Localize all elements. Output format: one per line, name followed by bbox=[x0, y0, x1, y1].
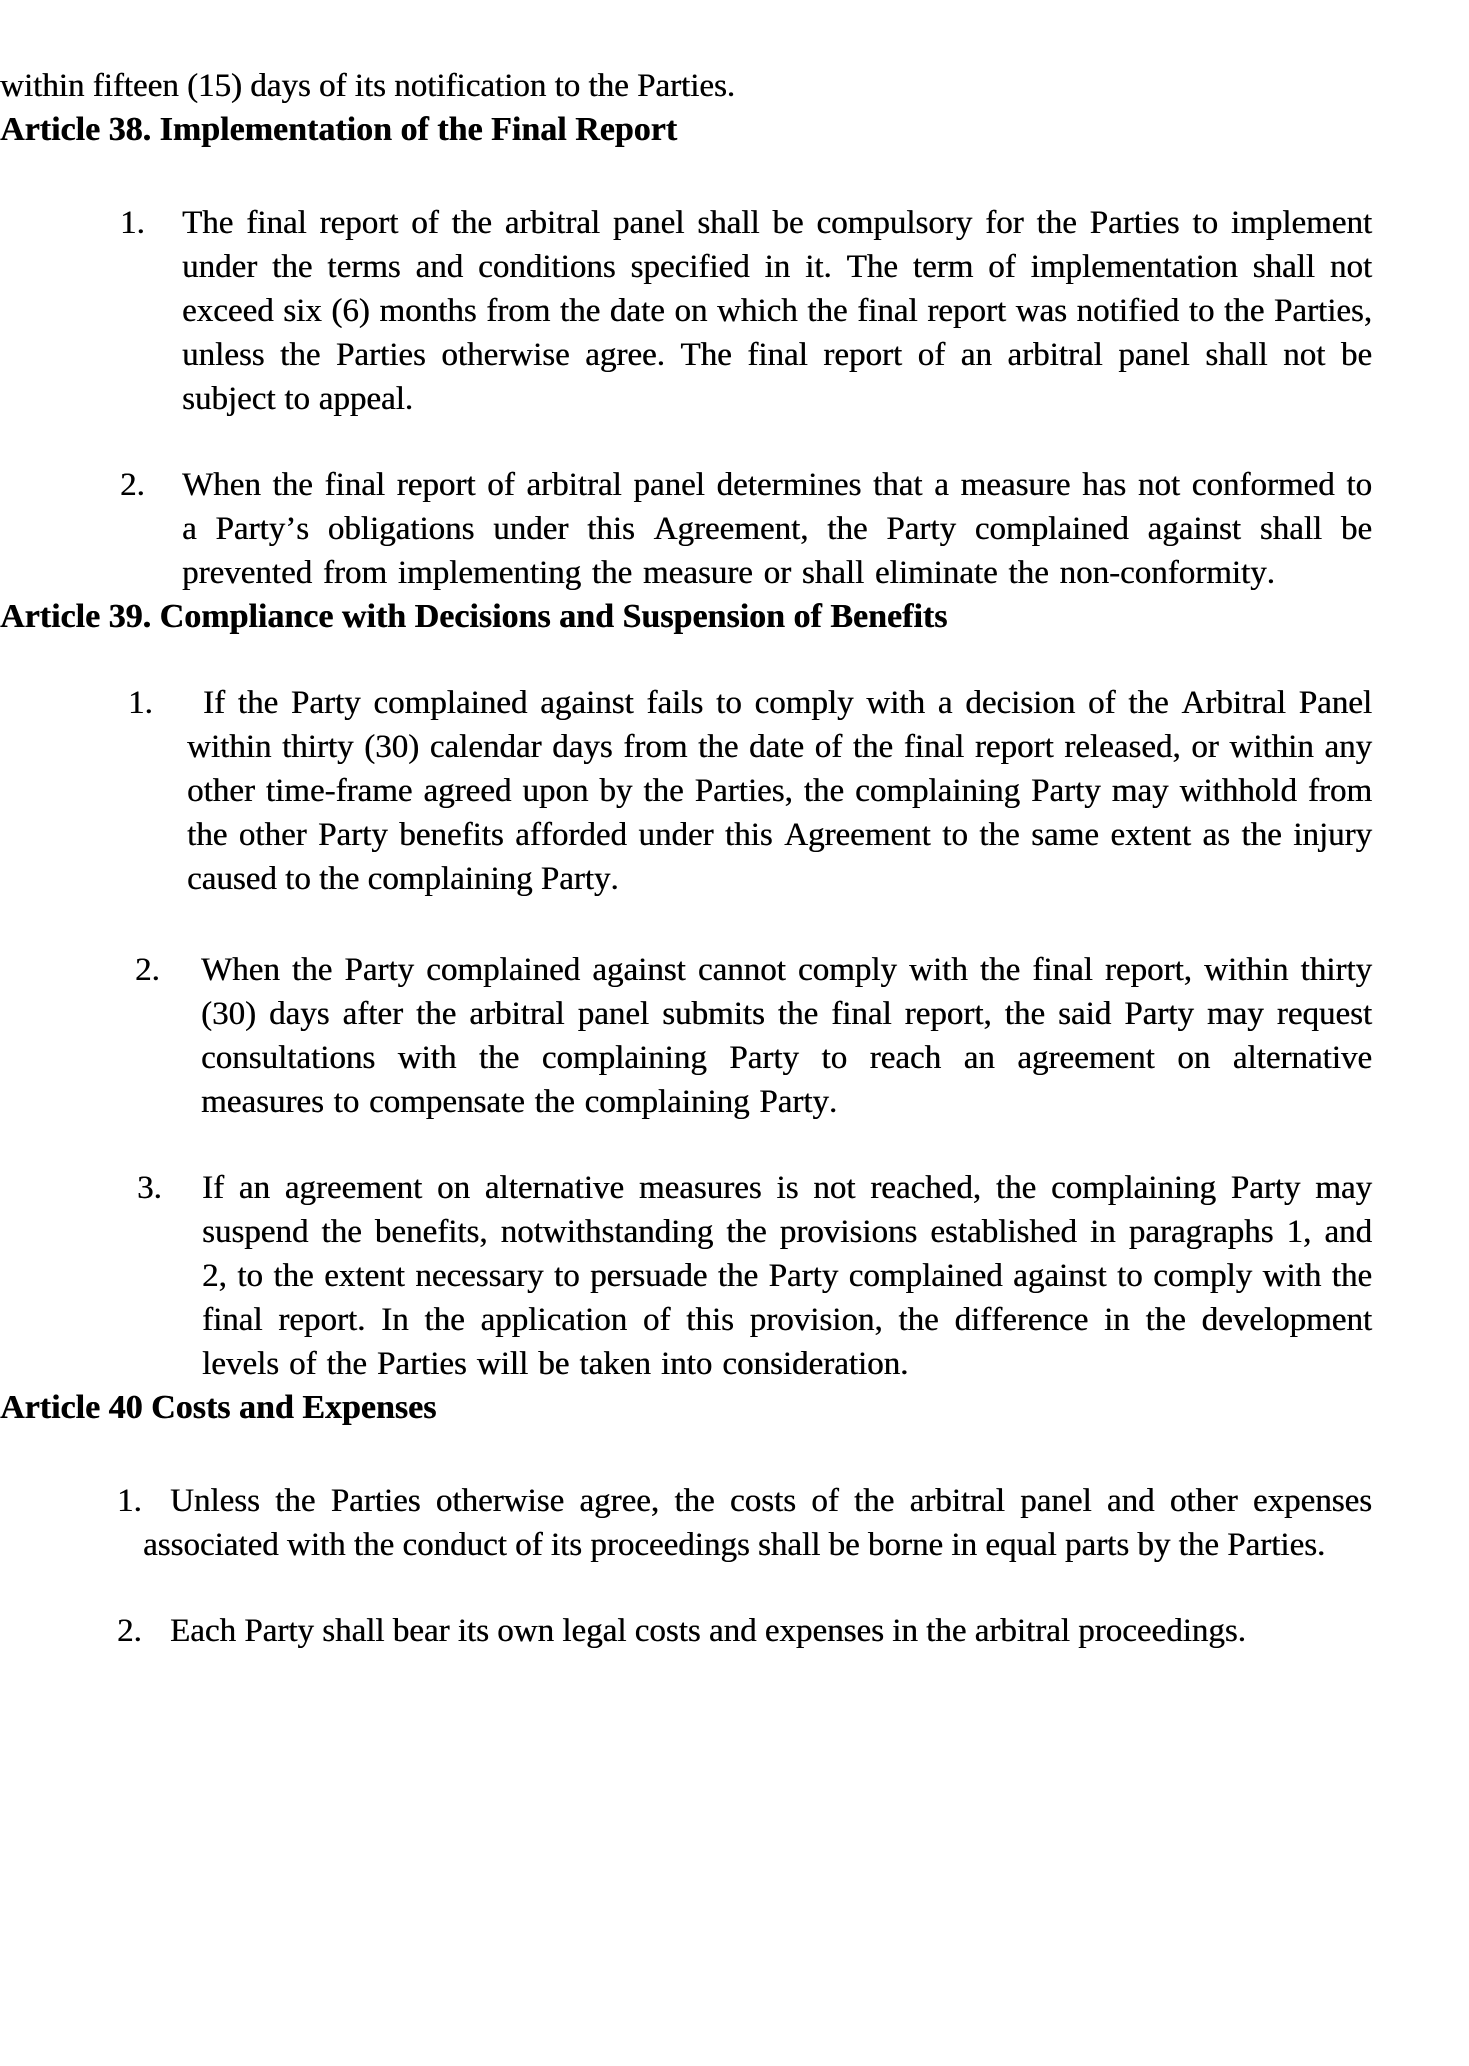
article-40-heading: Article 40 Costs and Expenses bbox=[0, 1389, 437, 1426]
numbered-item bbox=[0, 681, 1469, 901]
item-number: 3. bbox=[137, 1170, 162, 1206]
numbered-item bbox=[0, 201, 1469, 421]
item-text: The final report of the arbitral panel shall be compulsory for the Parties to implement under the terms and conditions specified in it. The term of implementation shall not exceed six (6) months from the date on which the final report was notified to the Parties, unless the Parties otherwise agree. The final report of an arbitral panel shall not be subject to appeal. bbox=[182, 205, 1372, 417]
item-number: 1. bbox=[128, 685, 153, 721]
item-text: When the Party complained against cannot comply with the final report, within thirty (30) days after the arbitral panel submits the final report, the said Party may request consultations with the complaining Party to reach an agreement on alternative measures to compensate the complaining Party. bbox=[201, 952, 1372, 1120]
article-39-heading: Article 39. Compliance with Decisions and Suspension of Benefits bbox=[0, 598, 948, 635]
item-number: 1. bbox=[117, 1483, 142, 1519]
numbered-item bbox=[0, 948, 1469, 1124]
numbered-item bbox=[0, 1479, 1469, 1567]
continuation-paragraph: within fifteen (15) days of its notification to the Parties. bbox=[0, 68, 736, 104]
numbered-item bbox=[0, 1609, 1469, 1653]
item-text: Unless the Parties otherwise agree, the costs of the arbitral panel and other expenses associated with the conduct of its proceedings shall be borne in equal parts by the Parties. bbox=[143, 1483, 1372, 1563]
item-number: 2. bbox=[117, 1613, 142, 1649]
numbered-item bbox=[0, 1166, 1469, 1386]
numbered-item bbox=[0, 463, 1469, 595]
item-text: Each Party shall bear its own legal costs and expenses in the arbitral proceedings. bbox=[170, 1613, 1246, 1649]
item-number: 2. bbox=[135, 952, 160, 988]
article-38-heading: Article 38. Implementation of the Final Report bbox=[0, 111, 678, 148]
item-text: If the Party complained against fails to comply with a decision of the Arbitral Panel within thirty (30) calendar days from the date of the final report released, or within any other time-frame agreed upon by the Parties, the complaining Party may withhold from the other Party benefits afforded under this Agreement to the same extent as the injury caused to the complaining Party. bbox=[187, 685, 1372, 897]
item-text: When the final report of arbitral panel determines that a measure has not conformed to a Party’s obligations under this Agreement, the Party complained against shall be prevented from implementing the measure or shall eliminate the non-conformity. bbox=[182, 467, 1372, 591]
item-number: 2. bbox=[120, 467, 145, 503]
item-text: If an agreement on alternative measures is not reached, the complaining Party may suspend the benefits, notwithstanding the provisions established in paragraphs 1, and 2, to the extent necessary to persuade the Party complained against to comply with the final report. In the application of this provision, the difference in the development levels of the Parties will be taken into consideration. bbox=[202, 1170, 1372, 1382]
item-number: 1. bbox=[120, 205, 145, 241]
